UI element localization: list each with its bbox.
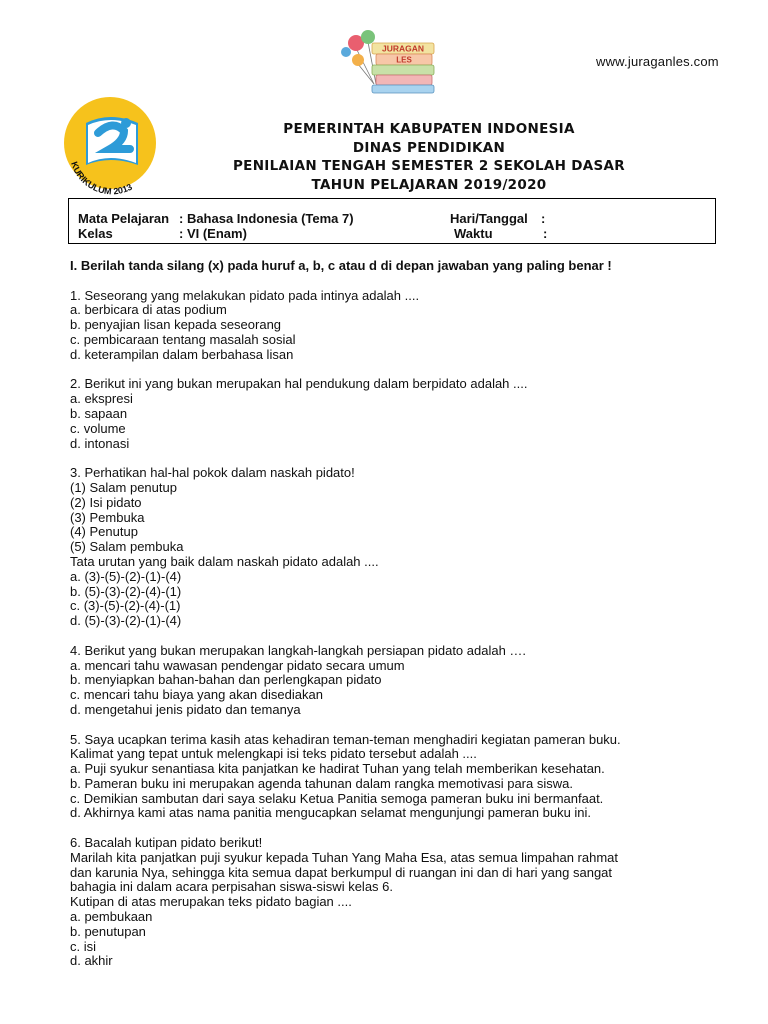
answer-option[interactable]: a. ekspresi <box>70 391 133 407</box>
subject-label: Mata Pelajaran <box>78 211 170 226</box>
info-box <box>68 198 716 244</box>
question-text: 3. Perhatikan hal-hal pokok dalam naskah pidato! <box>70 465 355 481</box>
answer-option[interactable]: b. menyiapkan bahan-bahan dan perlengkapan pidato <box>70 672 382 688</box>
kurikulum-text: KURIKULUM 2013 <box>69 160 134 197</box>
les-text: LES <box>396 55 412 65</box>
question-text: bahagia ini dalam acara perpisahan siswa-siswi kelas 6. <box>70 879 394 895</box>
answer-option[interactable]: d. akhir <box>70 953 113 969</box>
question-text: 4. Berikut yang bukan merupakan langkah-langkah persiapan pidato adalah …. <box>70 642 527 658</box>
header-line: PEMERINTAH KABUPATEN INDONESIA <box>283 121 575 137</box>
juragan-text: JURAGAN <box>381 43 425 54</box>
answer-option[interactable]: a. berbicara di atas podium <box>70 302 227 318</box>
question-text: 5. Saya ucapkan terima kasih atas kehadiran teman-teman menghadiri kegiatan pameran buku. <box>70 731 621 747</box>
list-item: (5) Salam pembuka <box>70 539 184 555</box>
answer-option[interactable]: b. sapaan <box>70 405 128 421</box>
list-item: (2) Isi pidato <box>70 494 142 510</box>
answer-option[interactable]: a. mencari tahu wawasan pendengar pidato secara umum <box>70 657 405 673</box>
question-text: Marilah kita panjatkan puji syukur kepada Tuhan Yang Maha Esa, atas semua limpahan rahmat <box>70 849 619 865</box>
question-text: dan karunia Nya, sehingga kita semua dapat berkumpul di ruangan ini dan di hari yang sangat <box>70 864 613 880</box>
questions-section <box>70 259 740 969</box>
answer-option[interactable]: c. isi <box>70 938 96 954</box>
subject-value: : Bahasa Indonesia (Tema 7) <box>179 211 354 226</box>
question-text: 1. Seseorang yang melakukan pidato pada intinya adalah .... <box>70 287 420 303</box>
header-line: PENILAIAN TENGAH SEMESTER 2 SEKOLAH DASAR <box>232 158 625 174</box>
answer-option[interactable]: c. mencari tahu biaya yang akan disediakan <box>70 687 323 703</box>
question-text: 2. Berikut ini yang bukan merupakan hal pendukung dalam berpidato adalah .... <box>70 376 528 392</box>
question-block <box>70 377 740 451</box>
answer-option[interactable]: a. (3)-(5)-(2)-(1)-(4) <box>70 568 182 584</box>
answer-option[interactable]: d. keterampilan dalam berbahasa lisan <box>70 346 294 362</box>
header-line: TAHUN PELAJARAN 2019/2020 <box>311 176 547 193</box>
instruction: I. Berilah tanda silang (x) pada huruf a, b, c atau d di depan jawaban yang paling benar ! <box>70 258 612 273</box>
question-block <box>70 644 740 718</box>
class-value: : VI (Enam) <box>179 226 247 241</box>
question-block <box>70 836 740 969</box>
juragan-les-logo <box>338 28 442 94</box>
question-block <box>70 466 740 629</box>
question-block <box>70 289 740 363</box>
list-item: (3) Pembuka <box>70 509 145 525</box>
question-text: Tata urutan yang baik dalam naskah pidato adalah .... <box>70 553 379 569</box>
question-text: Kutipan di atas merupakan teks pidato bagian .... <box>70 894 352 910</box>
question-text: 6. Bacalah kutipan pidato berikut! <box>70 835 263 851</box>
answer-option[interactable]: b. penutupan <box>70 923 146 939</box>
answer-option[interactable]: b. Pameran buku ini merupakan agenda tahunan dalam rangka memotivasi para siswa. <box>70 775 573 791</box>
time-separator: : <box>543 226 548 241</box>
answer-option[interactable]: a. pembukaan <box>70 909 153 925</box>
date-separator: : <box>541 211 546 226</box>
answer-option[interactable]: a. Puji syukur senantiasa kita panjatkan ke hadirat Tuhan yang telah memberikan kesehatan. <box>70 761 605 777</box>
class-label: Kelas <box>78 226 113 241</box>
answer-option[interactable]: c. volume <box>70 420 126 436</box>
time-label: Waktu <box>454 226 493 241</box>
document-header <box>0 120 768 197</box>
answer-option[interactable]: d. intonasi <box>70 435 130 451</box>
question-block <box>70 733 740 822</box>
website-url: www.juraganles.com <box>596 54 719 69</box>
answer-option[interactable]: d. Akhirnya kami atas nama panitia mengucapkan selamat mengunjungi pameran buku ini. <box>70 805 592 821</box>
list-item: (4) Penutup <box>70 524 138 540</box>
answer-option[interactable]: c. Demikian sambutan dari saya selaku Ketua Panitia semoga pameran buku ini bermanfaat. <box>70 790 604 806</box>
answer-option[interactable]: d. mengetahui jenis pidato dan temanya <box>70 701 301 717</box>
answer-option[interactable]: b. (5)-(3)-(2)-(4)-(1) <box>70 583 182 599</box>
question-list <box>70 289 740 970</box>
question-text: Kalimat yang tepat untuk melengkapi isi teks pidato tersebut adalah .... <box>70 746 477 762</box>
list-item: (1) Salam penutup <box>70 479 177 495</box>
answer-option[interactable]: d. (5)-(3)-(2)-(1)-(4) <box>70 613 182 629</box>
answer-option[interactable]: c. (3)-(5)-(2)-(4)-(1) <box>70 598 181 614</box>
header-line: DINAS PENDIDIKAN <box>352 139 506 156</box>
date-label: Hari/Tanggal <box>450 211 528 226</box>
answer-option[interactable]: c. pembicaraan tentang masalah sosial <box>70 331 296 347</box>
answer-option[interactable]: b. penyajian lisan kepada seseorang <box>70 317 282 333</box>
